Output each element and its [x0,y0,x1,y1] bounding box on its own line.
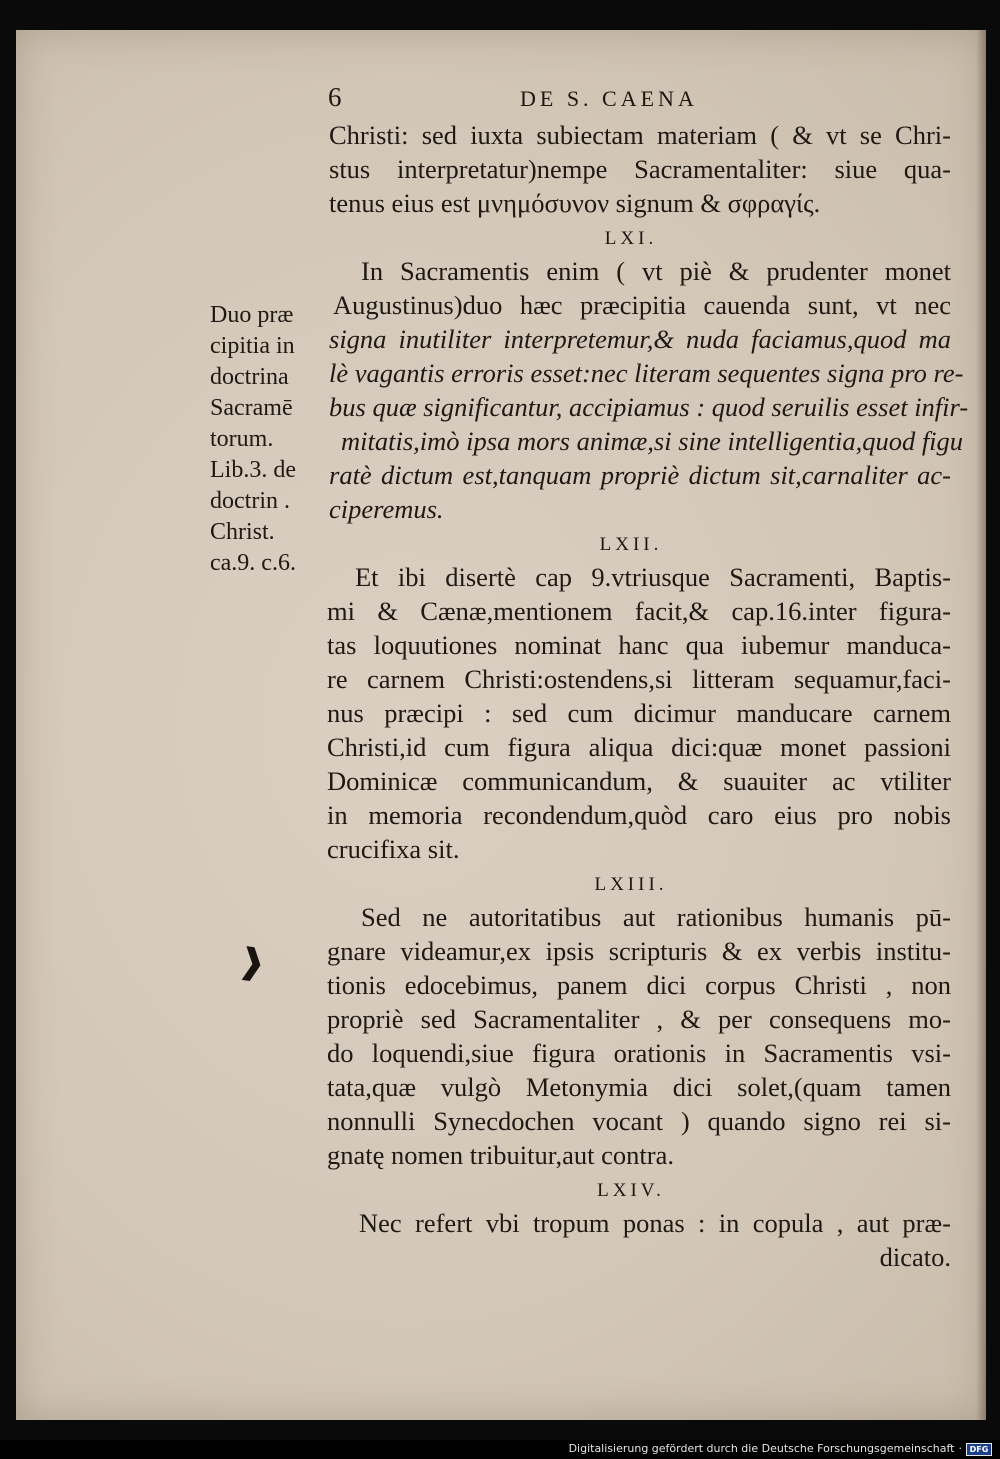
text-line: bus quæ significantur, accipiamus : quod seruilis esset infir- [329,392,969,422]
margin-note [210,300,296,579]
margin-note-line: Christ. [210,519,275,545]
text-line: Et ibi disertè cap 9.vtriusque Sacramenti, Baptis- [355,562,951,592]
digitization-credit [569,1441,992,1457]
text-line: re carnem Christi:ostendens,si litteram sequamur,faci- [327,664,951,694]
text-line: mi & Cænæ,mentionem facit,& cap.16.inter figura- [327,596,951,626]
text-line: Nec refert vbi tropum ponas : in copula , aut præ- [359,1208,951,1238]
text-line: tionis edocebimus, panem dici corpus Christi , non [327,970,951,1000]
text-line: Sed ne autoritatibus aut rationibus humanis pū- [361,902,951,932]
text-line: tas loquutiones nominat hanc qua iubemur manduca- [327,630,951,660]
text-line: stus interpretatur)nempe Sacramentaliter: siue qua- [329,154,951,184]
text-line: Christi: sed iuxta subiectam materiam ( & vt se Chri- [329,120,951,150]
margin-note-line: ca.9. c.6. [210,550,296,576]
text-line: nonnulli Synecdochen vocant ) quando signo rei si- [327,1106,951,1136]
text-line: in memoria recondendum,quòd caro eius pro nobis [327,800,951,830]
text-line: do loquendi,siue figura orationis in Sacramentis vsi- [327,1038,951,1068]
text-line: tenus eius est μνημόσυνον signum & σφραγίς. [329,188,821,218]
section-heading-63: LXIII. [594,874,668,895]
text-line: Augustinus)duo hæc præcipitia cauenda sunt, vt nec [333,290,951,320]
page-edge-shadow [976,30,986,1420]
margin-note-line: doctrina [210,364,289,390]
text-line: Dominicæ communicandum, & suauiter ac vtiliter [327,766,951,796]
text-line: Christi,id cum figura aliqua dici:quæ monet passioni [327,732,951,762]
text-line: gnare videamur,ex ipsis scripturis & ex verbis institu- [327,936,951,966]
text-line: tata,quæ vulgò Metonymia dici solet,(quam tamen [327,1072,951,1102]
text-line: dicato. [879,1242,951,1272]
dfg-logo: DFG [966,1443,992,1456]
text-line: In Sacramentis enim ( vt piè & prudenter monet [361,256,951,286]
running-title: DE S. CAENA [520,86,698,111]
text-line: mitatis,imò ipsa mors animæ,si sine intelligentia,quod figu [341,426,964,456]
text-line: signa inutiliter interpretemur,& nuda faciamus,quod ma [329,324,951,354]
section-heading-62: LXII. [599,534,663,555]
margin-note-line: doctrin . [210,488,290,514]
section-heading-64: LXIV. [597,1180,665,1201]
section-heading-61: LXI. [604,228,658,249]
text-line: propriè sed Sacramentaliter , & per consequens mo- [327,1004,951,1034]
manicule-mark-icon: ❱ [235,942,269,983]
margin-note-line: torum. [210,426,274,452]
margin-note-line: cipitia in [210,333,295,359]
body-text [311,118,969,1274]
text-line: lè vagantis erroris esset:nec literam sequentes signa pro re- [329,358,964,388]
page-header [0,82,1000,122]
text-line: ciperemus. [329,494,444,524]
text-line: ratè dictum est,tanquam propriè dictum sit,carnaliter ac- [329,460,951,490]
margin-note-line: Lib.3. de [210,457,296,483]
text-line: crucifixa sit. [327,834,460,864]
separator: · [958,1442,962,1455]
text-line: nus præcipi : sed cum dicimur manducare carnem [327,698,951,728]
page-number: 6 [328,82,342,112]
text-line: gnatę nomen tribuitur,aut contra. [327,1140,675,1170]
margin-note-line: Sacramē [210,395,293,421]
margin-note-line: Duo præ [210,302,294,328]
credit-text: Digitalisierung gefördert durch die Deutsche Forschungsgemeinschaft [568,1442,955,1455]
